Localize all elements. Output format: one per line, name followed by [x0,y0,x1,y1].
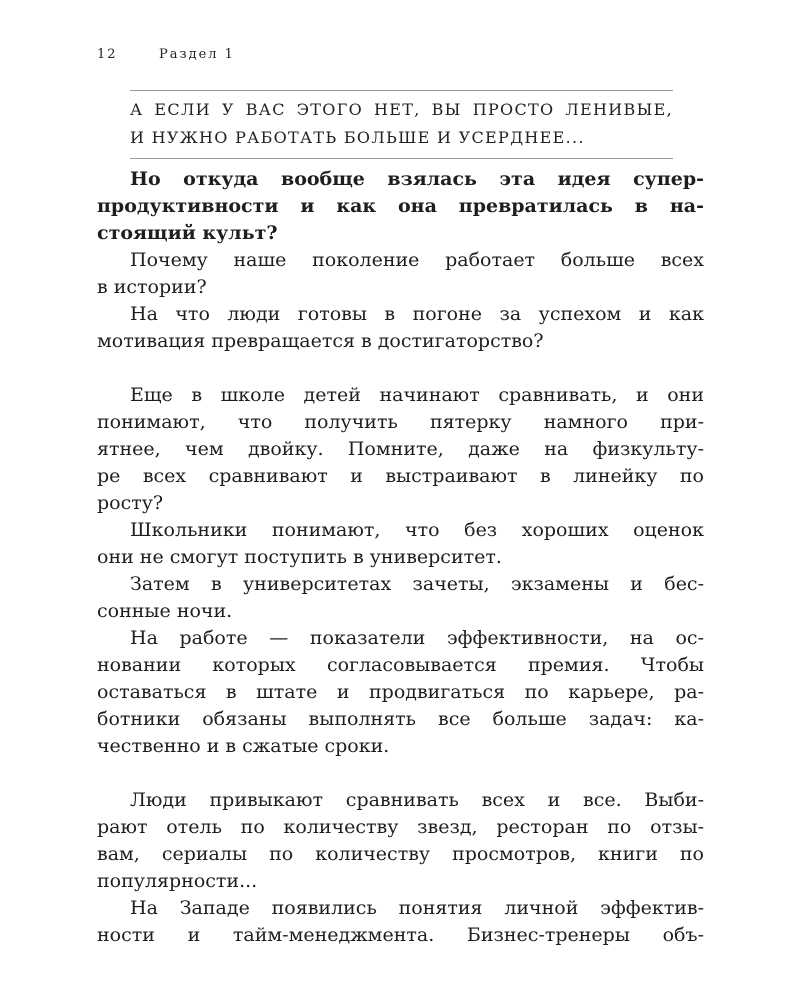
text-line: оставаться в штате и продвигаться по карьере, ра- [97,681,704,703]
body-text [97,166,704,949]
paragraph [97,787,704,895]
text-line: Но откуда вообще взялась эта идея супер- [130,168,704,190]
paragraph [97,625,704,760]
text-line: Еще в школе детей начинают сравнивать, и они [130,384,704,406]
text-line: чественно и в сжатые сроки. [97,735,390,757]
text-line: На что люди готовы в погоне за успехом и как [130,303,704,325]
text-line: Затем в университетах зачеты, экзамены и бес- [130,573,704,595]
text-line: На Западе появились понятия личной эффектив- [130,897,704,919]
text-line: в истории? [97,276,207,298]
section-gap [97,760,704,787]
text-line: продуктивности и как она превратилась в на- [97,195,704,217]
paragraph [97,382,704,517]
text-line: они не смогут поступить в университет. [97,546,502,568]
paragraph [97,247,704,301]
text-line: сонные ночи. [97,600,233,622]
callout-line: И НУЖНО РАБОТАТЬ БОЛЬШЕ И УСЕРДНЕЕ... [130,128,585,147]
section-title: Раздел 1 [159,47,235,62]
text-line: На работе — показатели эффективности, на ос- [130,627,704,649]
callout-box [130,90,673,159]
bold-question [97,166,704,247]
text-line: ре всех сравнивают и выстраивают в линейку по [97,465,704,487]
section-gap [97,355,704,382]
paragraph [97,301,704,355]
page-number: 12 [97,47,118,62]
text-line: понимают, что получить пятерку намного при- [97,411,704,433]
text-line: стоящий культ? [97,222,278,244]
text-line: мотивация превращается в достигаторство? [97,330,544,352]
text-line: росту? [97,492,164,514]
callout-line: А ЕСЛИ У ВАС ЭТОГО НЕТ, ВЫ ПРОСТО ЛЕНИВЫЕ, [130,100,673,119]
text-line: ятнее, чем двойку. Помните, даже на физкульту- [97,438,704,460]
paragraph [97,895,704,949]
paragraph [97,517,704,571]
text-line: популярности... [97,870,258,892]
text-line: Люди привыкают сравнивать всех и все. Выби- [130,789,704,811]
text-line: рают отель по количеству звезд, ресторан по отзы- [97,816,704,838]
text-line: ботники обязаны выполнять все больше задач: ка- [97,708,704,730]
text-line: Почему наше поколение работает больше всех [130,249,704,271]
text-line: вам, сериалы по количеству просмотров, книги по [97,843,704,865]
text-line: ности и тайм-менеджмента. Бизнес-тренеры объ- [97,924,704,946]
text-line: Школьники понимают, что без хороших оценок [130,519,704,541]
text-line: новании которых согласовывается премия. Чтобы [97,654,704,676]
running-header [97,47,235,62]
paragraph [97,571,704,625]
